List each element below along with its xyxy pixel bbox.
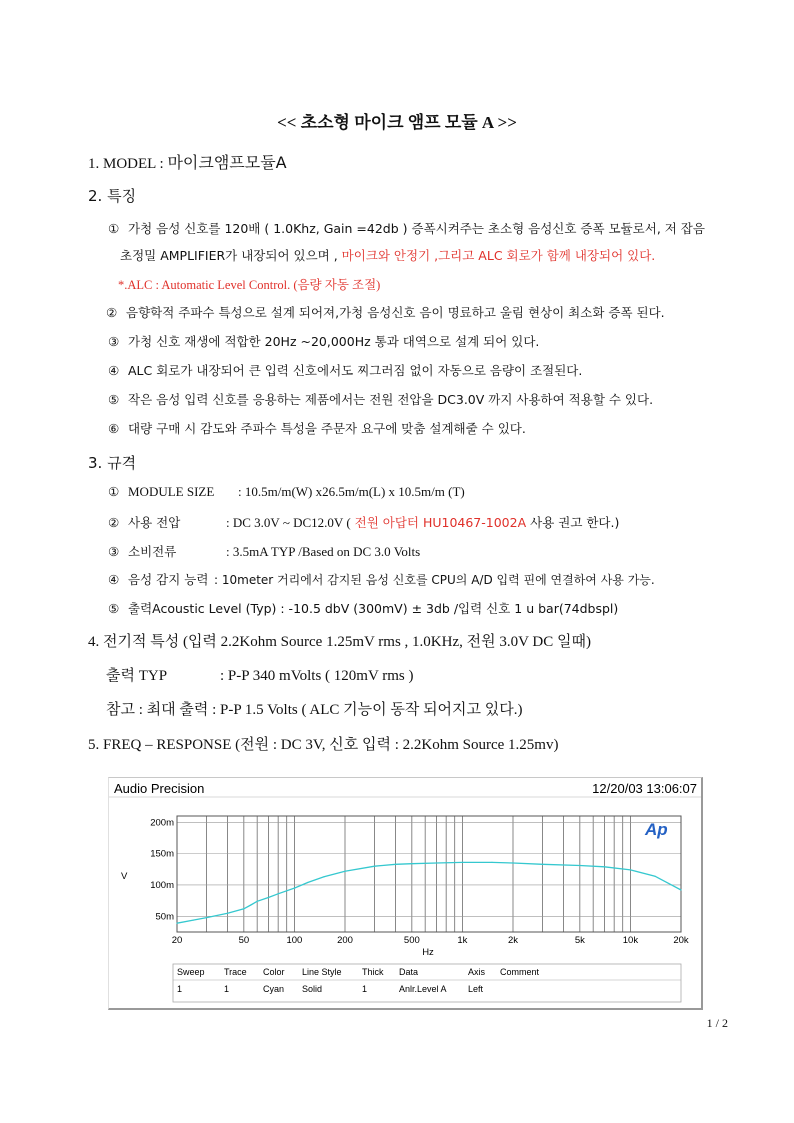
feature-5-text: 작은 음성 입력 신호를 응용하는 제품에서는 전원 전압을 DC3.0V 까지 사용하여 적용할 수 있다. — [128, 392, 654, 407]
feature-1-line2-text: 초정밀 AMPLIFIER가 내장되어 있으며 , — [120, 248, 338, 263]
data-point — [654, 876, 655, 877]
legend-cell: Left — [468, 984, 484, 994]
chart-header-right: 12/20/03 13:06:07 — [592, 781, 697, 796]
chart-header-left: Audio Precision — [114, 781, 205, 796]
y-tick-label: 100m — [150, 879, 174, 891]
spec-current — [108, 542, 420, 560]
legend-header-cell: Trace — [224, 967, 247, 977]
section-2-heading: 2. 특징 — [88, 187, 137, 205]
data-point — [542, 864, 543, 865]
spec-1-label: MODULE SIZE — [128, 484, 215, 499]
feature-4-num: ④ — [108, 363, 120, 378]
y-tick-label: 150m — [150, 848, 174, 860]
model-label: 1. MODEL : — [88, 156, 164, 172]
feature-2-text: 음향학적 주파수 특성으로 설계 되어져,가청 음성신호 음이 명료하고 울림 현상이 최소화 증폭 된다. — [126, 305, 665, 320]
legend-table — [173, 964, 681, 1002]
x-tick-label: 10k — [622, 935, 639, 946]
feature-3 — [108, 332, 539, 350]
model-value: 마이크앰프모듈A — [167, 153, 287, 172]
data-point — [630, 869, 631, 870]
spec-5-num: ⑤ — [108, 601, 120, 616]
output-typ — [106, 664, 414, 685]
data-point — [344, 871, 345, 872]
data-point — [604, 866, 605, 867]
legend-header-cell: Comment — [500, 967, 540, 977]
legend-header-cell: Thick — [362, 967, 384, 977]
spec-5-text: 출력Acoustic Level (Typ) : -10.5 dbV (300mV) ± 3db /입력 신호 1 u bar(74dbspl) — [128, 601, 619, 616]
y-tick-label: 50m — [155, 911, 174, 923]
feature-6 — [108, 419, 526, 437]
legend-table-border — [173, 964, 681, 1002]
legend-header-cell: Axis — [468, 967, 486, 977]
legend-cell: Anlr.Level A — [399, 984, 447, 994]
data-point — [206, 917, 207, 918]
data-point — [257, 901, 258, 902]
legend-cell: Cyan — [263, 984, 285, 994]
data-point — [680, 889, 681, 890]
response-curve-line — [177, 862, 681, 923]
frequency-response-chart — [108, 777, 703, 1010]
feature-1-line2 — [120, 246, 655, 264]
spec-1-value: : 10.5m/m(W) x26.5m/m(L) x 10.5m/m (T) — [238, 484, 465, 499]
feature-4 — [108, 361, 582, 379]
section-3-heading: 3. 규격 — [88, 454, 137, 472]
legend-header-cell: Data — [399, 967, 419, 977]
legend-cell: 1 — [362, 984, 368, 994]
feature-5-num: ⑤ — [108, 392, 120, 407]
data-point — [278, 893, 279, 894]
y-tick-label: 200m — [150, 817, 174, 829]
y-axis-label: V — [121, 871, 128, 882]
data-point — [193, 919, 194, 920]
plot-series — [176, 862, 681, 924]
spec-4-value: : 10meter 거리에서 감지된 음성 신호를 CPU의 A/D 입력 핀에 연결하여 사용 가능. — [214, 573, 655, 587]
data-point — [512, 862, 513, 863]
feature-2 — [106, 303, 665, 321]
output-typ-label: 출력 TYP — [106, 668, 168, 684]
data-point — [307, 882, 308, 883]
spec-2-label: 사용 전압 — [128, 515, 181, 530]
spec-4-num: ④ — [108, 572, 120, 587]
section-4-heading: 4. 전기적 특성 (입력 2.2Kohm Source 1.25mV rms , 1.0KHz, 전원 3.0V DC 일때) — [88, 634, 591, 650]
plot-grid — [177, 816, 681, 932]
data-point — [294, 888, 295, 889]
plot-axes — [150, 816, 689, 946]
output-typ-value: : P-P 340 mVolts ( 120mV rms ) — [220, 668, 414, 684]
data-point — [227, 913, 228, 914]
chart-svg — [109, 778, 701, 1008]
ap-logo-icon — [644, 820, 668, 839]
feature-1-line1 — [108, 219, 705, 237]
model-line — [88, 150, 287, 173]
data-point — [411, 863, 412, 864]
data-point — [250, 904, 251, 905]
plot-area-border — [177, 816, 681, 932]
ap-logo-text: Ap — [645, 820, 668, 839]
x-tick-label: 100 — [286, 935, 303, 946]
feature-1-num: ① — [108, 221, 120, 236]
x-tick-label: 2k — [507, 935, 519, 946]
spec-module-size — [108, 484, 465, 500]
x-tick-label: 50 — [238, 935, 250, 946]
spec-4-label: 음성 감지 능력 — [128, 572, 209, 587]
section-5-heading: 5. FREQ – RESPONSE (전원 : DC 3V, 신호 입력 : 2.2Kohm Source 1.25mv) — [88, 737, 559, 753]
spec-2-tail: 사용 권고 한다.) — [526, 515, 620, 530]
spec-voltage — [108, 513, 619, 531]
data-point — [395, 864, 396, 865]
legend-header-cell: Sweep — [177, 967, 205, 977]
page-title: << 초소형 마이크 앰프 모듈 A >> — [277, 113, 517, 132]
spec-3-label: 소비전류 — [128, 544, 177, 559]
alc-note: *.ALC : Automatic Level Control. (음량 자동 조절) — [118, 278, 381, 292]
data-point — [436, 862, 437, 863]
page-number: 1 / 2 — [706, 1016, 728, 1030]
spec-3-value: : 3.5mA TYP /Based on DC 3.0 Volts — [226, 544, 421, 559]
x-tick-label: 200 — [337, 935, 353, 946]
x-tick-label: 500 — [403, 935, 420, 946]
data-point — [374, 866, 375, 867]
spec-2-adapter: 전원 아답터 HU10467-1002A — [350, 515, 527, 530]
data-point — [579, 865, 580, 866]
spec-output-level — [108, 599, 618, 617]
x-tick-label: 1k — [457, 935, 468, 946]
feature-5 — [108, 390, 653, 408]
data-point — [323, 876, 324, 877]
feature-3-num: ③ — [108, 334, 120, 349]
feature-1-line2-red: 마이크와 안정기 ,그리고 ALC 회로가 함께 내장되어 있다. — [337, 248, 656, 263]
x-tick-label: 5k — [574, 935, 585, 946]
x-tick-label: 20 — [171, 935, 183, 946]
feature-1-text: 가청 음성 신호를 120배 ( 1.0Khz, Gain =42db ) 증폭시켜주는 초소형 음성신호 증폭 모듈로서, 저 잡음 — [128, 221, 705, 236]
spec-2-num: ② — [108, 515, 120, 530]
feature-6-num: ⑥ — [108, 421, 120, 436]
legend-header-cell: Color — [263, 967, 285, 977]
feature-4-text: ALC 회로가 내장되어 큰 입력 신호에서도 찌그러짐 없이 자동으로 음량이 조절된다. — [128, 363, 583, 378]
max-output-note: 참고 : 최대 출력 : P-P 1.5 Volts ( ALC 기능이 동작 되어지고 있다.) — [106, 702, 523, 718]
legend-header-cell: Line Style — [302, 967, 342, 977]
legend-cell: 1 — [224, 984, 230, 994]
data-point — [491, 862, 492, 863]
data-point — [243, 908, 244, 909]
data-point — [268, 897, 269, 898]
spec-sensitivity — [108, 570, 655, 588]
feature-3-text: 가청 신호 재생에 적합한 20Hz ~20,000Hz 통과 대역으로 설계 되어 있다. — [128, 334, 540, 349]
data-point — [176, 923, 177, 924]
spec-2-value: : DC 3.0V ~ DC12.0V ( — [226, 515, 351, 530]
feature-2-num: ② — [106, 305, 118, 320]
legend-cell: 1 — [177, 984, 183, 994]
feature-6-text: 대량 구매 시 감도와 주파수 특성을 주문자 요구에 맞춤 설계해줄 수 있다. — [128, 421, 526, 436]
data-point — [462, 862, 463, 863]
x-axis-label: Hz — [422, 947, 434, 958]
x-tick-label: 20k — [673, 935, 689, 946]
spec-3-num: ③ — [108, 544, 120, 559]
spec-1-num: ① — [108, 484, 120, 499]
legend-cell: Solid — [302, 984, 323, 994]
